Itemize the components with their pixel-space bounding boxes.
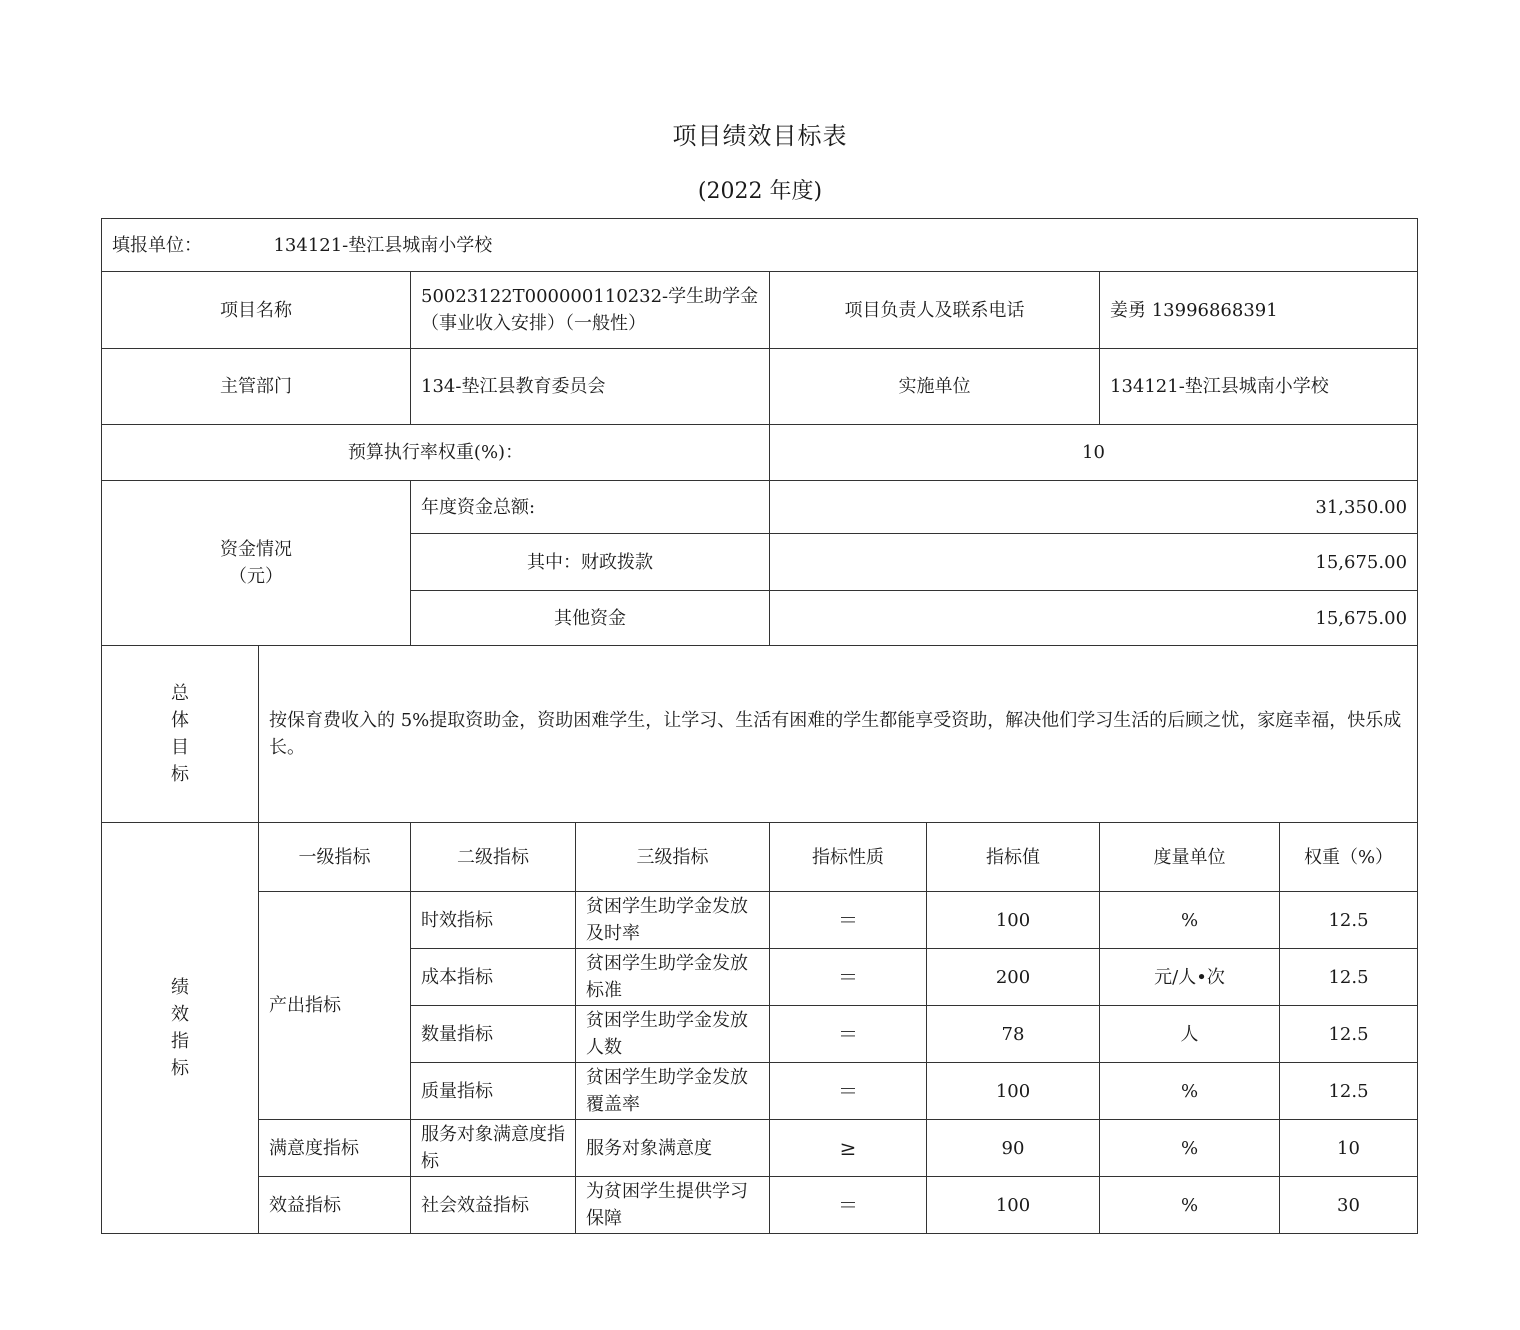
budget-weight-value: 10 — [770, 425, 1418, 481]
level2-cell: 社会效益指标 — [411, 1177, 576, 1234]
funds-other-value: 15,675.00 — [770, 591, 1418, 646]
unit-cell: % — [1100, 1177, 1280, 1234]
header-unit: 度量单位 — [1100, 823, 1280, 892]
value-cell: 100 — [927, 892, 1100, 949]
department-label: 主管部门 — [102, 349, 411, 425]
funds-fiscal-label: 其中：财政拨款 — [411, 534, 770, 591]
goal-label-char: 目 — [171, 737, 189, 758]
value-cell: 100 — [927, 1063, 1100, 1120]
table-row — [102, 892, 1418, 949]
project-contact-value: 姜勇 13996868391 — [1100, 272, 1418, 349]
indicators-label-char: 效 — [171, 1004, 189, 1025]
overall-goal-row — [102, 646, 1418, 823]
page-subtitle: (2022 年度) — [697, 179, 823, 204]
goal-label-char: 体 — [171, 710, 189, 731]
unit-value: 134121-垫江县城南小学校 — [273, 234, 493, 256]
unit-cell: % — [1100, 892, 1280, 949]
header-level1: 一级指标 — [259, 823, 411, 892]
level2-cell: 服务对象满意度指标 — [411, 1120, 576, 1177]
value-cell: 100 — [927, 1177, 1100, 1234]
nature-cell: ＝ — [770, 1063, 927, 1120]
weight-cell: 12.5 — [1280, 1006, 1418, 1063]
funds-fiscal-value: 15,675.00 — [770, 534, 1418, 591]
overall-goal-text: 按保育费收入的 5%提取资助金，资助困难学生，让学习、生活有困难的学生都能享受资助，解决他们学习生活的后顾之忧，家庭幸福，快乐成长。 — [259, 646, 1418, 823]
level2-cell: 数量指标 — [411, 1006, 576, 1063]
value-cell: 90 — [927, 1120, 1100, 1177]
goal-label-char: 总 — [171, 683, 189, 704]
indicators-label-char: 指 — [171, 1031, 189, 1052]
level1-satisfaction: 满意度指标 — [259, 1120, 411, 1177]
implementing-unit-label: 实施单位 — [770, 349, 1100, 425]
indicators-label — [102, 823, 259, 1234]
unit-cell: % — [1100, 1063, 1280, 1120]
nature-cell: ＝ — [770, 892, 927, 949]
level2-cell: 时效指标 — [411, 892, 576, 949]
level2-cell: 成本指标 — [411, 949, 576, 1006]
weight-cell: 30 — [1280, 1177, 1418, 1234]
level3-cell: 贫困学生助学金发放覆盖率 — [576, 1063, 770, 1120]
level3-cell: 贫困学生助学金发放人数 — [576, 1006, 770, 1063]
header-level2: 二级指标 — [411, 823, 576, 892]
nature-cell: ＝ — [770, 1177, 927, 1234]
indicators-label-char: 绩 — [171, 977, 189, 998]
unit-label: 填报单位： — [112, 234, 202, 256]
unit-cell — [102, 219, 1418, 272]
department-row — [102, 349, 1418, 425]
table-row — [102, 1120, 1418, 1177]
overall-goal-label — [102, 646, 259, 823]
project-contact-label: 项目负责人及联系电话 — [770, 272, 1100, 349]
header-value: 指标值 — [927, 823, 1100, 892]
weight-cell: 12.5 — [1280, 892, 1418, 949]
project-name-label: 项目名称 — [102, 272, 411, 349]
implementing-unit-value: 134121-垫江县城南小学校 — [1100, 349, 1418, 425]
nature-cell: ＝ — [770, 949, 927, 1006]
goal-label-char: 标 — [171, 764, 189, 785]
header-level3: 三级指标 — [576, 823, 770, 892]
header-weight: 权重（%） — [1280, 823, 1418, 892]
funds-label-line2: （元） — [229, 566, 283, 587]
funds-total-value: 31,350.00 — [770, 481, 1418, 534]
page-title: 项目绩效目标表 — [672, 122, 848, 150]
indicators-label-char: 标 — [171, 1058, 189, 1079]
level3-cell: 为贫困学生提供学习保障 — [576, 1177, 770, 1234]
unit-cell: 人 — [1100, 1006, 1280, 1063]
weight-cell: 12.5 — [1280, 949, 1418, 1006]
level1-benefit: 效益指标 — [259, 1177, 411, 1234]
level3-cell: 服务对象满意度 — [576, 1120, 770, 1177]
budget-weight-row — [102, 425, 1418, 481]
project-name-value: 50023122T000000110232-学生助学金（事业收入安排）（一般性） — [411, 272, 770, 349]
funds-label — [102, 481, 411, 646]
unit-row — [102, 219, 1418, 272]
budget-weight-label: 预算执行率权重(%)： — [102, 425, 770, 481]
indicator-header-row — [102, 823, 1418, 892]
performance-target-table — [101, 218, 1418, 1234]
value-cell: 78 — [927, 1006, 1100, 1063]
funds-total-label: 年度资金总额: — [411, 481, 770, 534]
header-nature: 指标性质 — [770, 823, 927, 892]
funds-other-label: 其他资金 — [411, 591, 770, 646]
level3-cell: 贫困学生助学金发放及时率 — [576, 892, 770, 949]
department-value: 134-垫江县教育委员会 — [411, 349, 770, 425]
nature-cell: ＝ — [770, 1006, 927, 1063]
funds-total-row — [102, 481, 1418, 534]
unit-cell: % — [1100, 1120, 1280, 1177]
level3-cell: 贫困学生助学金发放标准 — [576, 949, 770, 1006]
value-cell: 200 — [927, 949, 1100, 1006]
level2-cell: 质量指标 — [411, 1063, 576, 1120]
project-name-row — [102, 272, 1418, 349]
table-row — [102, 1177, 1418, 1234]
weight-cell: 10 — [1280, 1120, 1418, 1177]
funds-label-line1: 资金情况 — [220, 539, 292, 560]
weight-cell: 12.5 — [1280, 1063, 1418, 1120]
level1-output: 产出指标 — [259, 892, 411, 1120]
nature-cell: ≥ — [770, 1120, 927, 1177]
unit-cell: 元/人•次 — [1100, 949, 1280, 1006]
